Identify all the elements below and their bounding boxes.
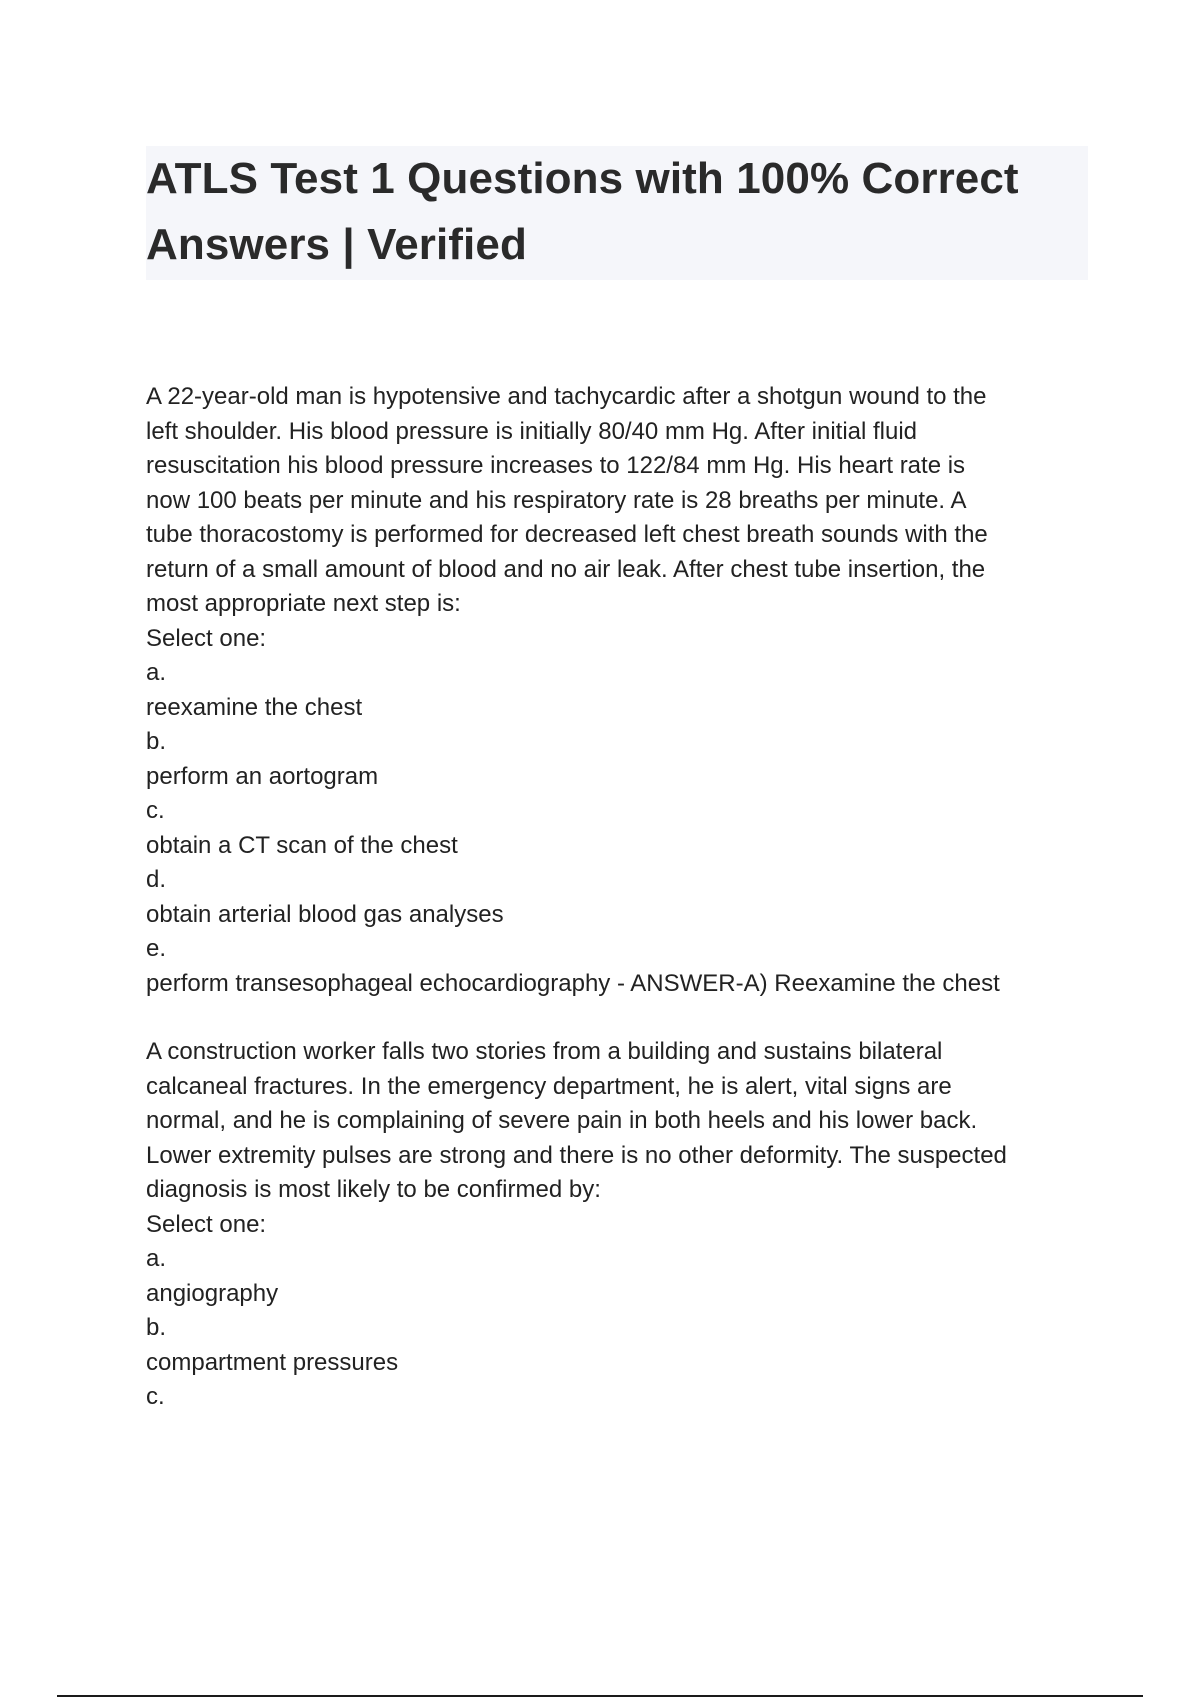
option-letter: e. bbox=[146, 935, 167, 962]
option-letter: d. bbox=[146, 866, 167, 893]
question-1-stem-line: most appropriate next step is: bbox=[146, 590, 461, 617]
question-1-stem-line: A 22-year-old man is hypotensive and tachycardic after a shotgun wound to the bbox=[146, 383, 987, 410]
option-letter: a. bbox=[146, 659, 167, 686]
question-2-prompt: Select one: bbox=[146, 1210, 267, 1238]
question-1-prompt: Select one: bbox=[146, 624, 267, 652]
question-2 bbox=[146, 1035, 1096, 1415]
option-text: reexamine the chest bbox=[146, 693, 363, 721]
question-2-stem-line: normal, and he is complaining of severe pain in both heels and his lower back. bbox=[146, 1107, 978, 1134]
option-text: angiography bbox=[146, 1279, 279, 1307]
footer-divider bbox=[57, 1695, 1143, 1697]
option-letter: c. bbox=[146, 1383, 165, 1410]
option-text: obtain arterial blood gas analyses bbox=[146, 900, 504, 928]
question-1-stem-line: now 100 beats per minute and his respiratory rate is 28 breaths per minute. A bbox=[146, 486, 967, 514]
question-2-stem-line: diagnosis is most likely to be confirmed by: bbox=[146, 1176, 601, 1203]
option-letter: b. bbox=[146, 1314, 167, 1341]
title-banner bbox=[146, 146, 1088, 280]
question-2-stem-line: Lower extremity pulses are strong and there is no other deformity. The suspected bbox=[146, 1141, 1007, 1169]
option-letter: a. bbox=[146, 1245, 167, 1272]
option-text: compartment pressures bbox=[146, 1348, 399, 1376]
title-line-1: ATLS Test 1 Questions with 100% Correct bbox=[146, 154, 1019, 203]
option-letter: c. bbox=[146, 797, 165, 824]
question-2-stem-line: A construction worker falls two stories from a building and sustains bilateral bbox=[146, 1038, 943, 1065]
option-letter: b. bbox=[146, 728, 167, 755]
question-2-stem-line: calcaneal fractures. In the emergency department, he is alert, vital signs are bbox=[146, 1072, 952, 1100]
option-text-with-answer: perform transesophageal echocardiography - ANSWER-A) Reexamine the chest bbox=[146, 969, 1000, 997]
document-title bbox=[146, 146, 1088, 278]
question-1-stem-line: tube thoracostomy is performed for decreased left chest breath sounds with the bbox=[146, 521, 988, 548]
question-list bbox=[146, 380, 1096, 1415]
title-line-2: Answers | Verified bbox=[146, 220, 527, 269]
question-1-stem-line: left shoulder. His blood pressure is initially 80/40 mm Hg. After initial fluid bbox=[146, 417, 918, 445]
question-1 bbox=[146, 380, 1096, 1001]
question-1-stem-line: return of a small amount of blood and no air leak. After chest tube insertion, the bbox=[146, 555, 986, 583]
option-text: obtain a CT scan of the chest bbox=[146, 831, 458, 859]
question-1-stem-line: resuscitation his blood pressure increases to 122/84 mm Hg. His heart rate is bbox=[146, 452, 966, 479]
option-text: perform an aortogram bbox=[146, 762, 379, 790]
